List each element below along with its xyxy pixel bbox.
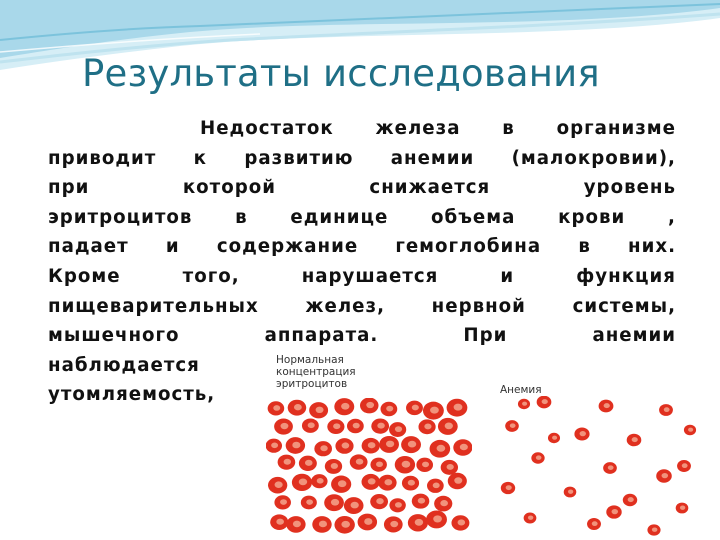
paragraph-word: в (235, 206, 248, 228)
erythrocyte-normal (389, 498, 405, 512)
erythrocyte-normal (347, 419, 364, 433)
erythrocyte-normal (274, 495, 291, 509)
erythrocyte-anemia (659, 404, 673, 416)
paragraph-word: которой (182, 177, 276, 199)
erythrocyte-normal (358, 514, 378, 531)
erythrocyte-normal (453, 439, 472, 456)
paragraph-word: системы, (572, 295, 676, 317)
erythrocyte-anemia (677, 460, 691, 472)
paragraph-word: утомляемость, (48, 384, 216, 406)
erythrocyte-normal (379, 436, 399, 453)
paragraph-word: падает (48, 236, 129, 258)
paragraph-word: мышечного (48, 325, 180, 347)
paragraph-word: в (502, 118, 515, 139)
erythrocyte-anemia (587, 518, 601, 530)
slide-title: Результаты исследования (82, 52, 600, 95)
anemia-cells-illustration (494, 396, 698, 536)
erythrocyte-anemia (606, 505, 621, 518)
erythrocyte-normal (324, 494, 344, 511)
paragraph-word: аппарата. (264, 325, 379, 347)
paragraph-line (48, 203, 676, 233)
erythrocyte-normal (331, 476, 351, 493)
erythrocyte-anemia (531, 452, 544, 463)
paragraph-word: того, (182, 265, 240, 287)
erythrocyte-normal (384, 516, 403, 532)
paragraph-line (48, 144, 676, 174)
paragraph-word: , (668, 206, 676, 228)
erythrocyte-normal (362, 474, 380, 490)
paragraph-word: приводит (48, 147, 157, 169)
erythrocyte-normal (447, 399, 468, 417)
erythrocyte-anemia (524, 513, 537, 524)
paragraph-word: них. (628, 236, 676, 258)
paragraph-word: пищеварительных (48, 295, 259, 317)
erythrocyte-normal (268, 477, 287, 494)
erythrocyte-normal (448, 473, 467, 489)
erythrocyte-anemia (684, 425, 696, 435)
paragraph-word: в (578, 236, 591, 258)
erythrocyte-normal (434, 496, 452, 512)
paragraph-word: и (165, 236, 180, 258)
erythrocyte-normal (395, 456, 415, 474)
paragraph-line (48, 292, 676, 322)
paragraph-line (48, 321, 676, 351)
erythrocyte-normal (427, 479, 444, 493)
erythrocyte-anemia (564, 487, 577, 498)
erythrocyte-normal (334, 398, 354, 415)
erythrocyte-anemia (647, 524, 660, 535)
paragraph-word: анемии (390, 147, 475, 169)
erythrocyte-anemia (518, 399, 530, 409)
erythrocyte-anemia (574, 427, 589, 440)
erythrocyte-normal (438, 418, 458, 435)
erythrocyte-anemia (656, 469, 672, 482)
erythrocyte-anemia (676, 503, 689, 514)
erythrocyte-normal (350, 454, 368, 469)
paragraph-word: единице (290, 206, 389, 228)
paragraph-line (48, 173, 676, 203)
erythrocyte-normal (416, 458, 433, 472)
paragraph-word: наблюдается (48, 354, 200, 376)
erythrocyte-anemia (537, 396, 552, 408)
erythrocyte-normal (302, 418, 319, 432)
erythrocyte-normal (378, 475, 396, 491)
paragraph-word: развитию (244, 147, 354, 169)
erythrocyte-anemia (501, 482, 515, 494)
erythrocyte-normal (266, 439, 282, 453)
erythrocyte-normal (408, 514, 428, 531)
erythrocyte-normal (286, 437, 305, 454)
erythrocyte-normal (314, 441, 332, 456)
paragraph-word: (малокровии), (511, 147, 676, 169)
erythrocyte-normal (362, 438, 380, 454)
erythrocyte-normal (344, 497, 364, 514)
paragraph-line (48, 232, 676, 262)
erythrocyte-normal (311, 474, 327, 488)
paragraph-word: эритроцитов (48, 206, 193, 228)
erythrocyte-anemia (627, 434, 642, 447)
erythrocyte-normal (430, 440, 451, 458)
paragraph-word: организме (556, 118, 676, 139)
erythrocyte-normal (274, 418, 293, 434)
paragraph-word: Недостаток (200, 118, 334, 139)
erythrocyte-comparison-figure (262, 348, 712, 538)
erythrocyte-normal (370, 494, 388, 509)
erythrocyte-anemia (505, 420, 519, 432)
erythrocyte-normal (292, 474, 312, 491)
erythrocyte-normal (270, 514, 288, 530)
erythrocyte-normal (412, 494, 430, 509)
paragraph-word: нарушается (301, 265, 439, 287)
paragraph-word: нервной (431, 295, 526, 317)
erythrocyte-anemia (548, 433, 560, 443)
paragraph-word: железа (375, 118, 461, 139)
erythrocyte-normal (286, 516, 305, 533)
anemia-blood-panel (494, 396, 698, 536)
erythrocyte-normal (299, 456, 317, 471)
paragraph-word: объема (431, 206, 516, 228)
erythrocyte-anemia (623, 494, 637, 506)
paragraph-word: Кроме (48, 265, 121, 287)
erythrocyte-normal (288, 400, 307, 416)
erythrocyte-normal (371, 418, 389, 433)
erythrocyte-normal (360, 398, 378, 413)
erythrocyte-normal (309, 402, 328, 418)
erythrocyte-normal (418, 419, 435, 434)
erythrocyte-normal (370, 458, 386, 472)
erythrocyte-normal (401, 436, 421, 453)
erythrocyte-normal (334, 516, 354, 534)
erythrocyte-normal (380, 402, 397, 416)
paragraph-word: содержание (216, 236, 359, 258)
paragraph-line (48, 262, 676, 292)
normal-panel-label: Нормальная концентрация эритроцитов (276, 354, 356, 390)
anemia-panel-label: Анемия (500, 384, 542, 396)
erythrocyte-normal (389, 422, 406, 437)
erythrocyte-anemia (603, 462, 617, 474)
paragraph-line (48, 114, 676, 144)
erythrocyte-normal (441, 460, 458, 475)
paragraph-word: анемии (592, 325, 676, 347)
erythrocyte-normal (335, 438, 353, 454)
paragraph-word: функция (576, 265, 676, 287)
erythrocyte-normal (423, 402, 444, 420)
normal-blood-panel (266, 398, 472, 536)
paragraph-word: желез, (305, 295, 385, 317)
erythrocyte-normal (325, 459, 342, 474)
normal-cells-illustration (266, 398, 472, 536)
paragraph-word: крови (558, 206, 626, 228)
erythrocyte-normal (426, 510, 447, 528)
paragraph-word: гемоглобина (395, 236, 542, 258)
erythrocyte-normal (406, 401, 423, 416)
erythrocyte-anemia (599, 400, 614, 413)
erythrocyte-normal (301, 496, 317, 510)
erythrocyte-normal (451, 515, 469, 530)
paragraph-word: уровень (583, 177, 676, 199)
paragraph-word: при (48, 177, 90, 199)
erythrocyte-normal (327, 419, 344, 434)
erythrocyte-normal (278, 455, 296, 470)
paragraph-word: снижается (369, 177, 491, 199)
paragraph-word: и (500, 265, 515, 287)
erythrocyte-normal (312, 516, 331, 533)
erythrocyte-normal (402, 476, 419, 491)
paragraph-word: к (193, 147, 207, 169)
erythrocyte-normal (268, 401, 285, 415)
paragraph-word: При (463, 325, 508, 347)
